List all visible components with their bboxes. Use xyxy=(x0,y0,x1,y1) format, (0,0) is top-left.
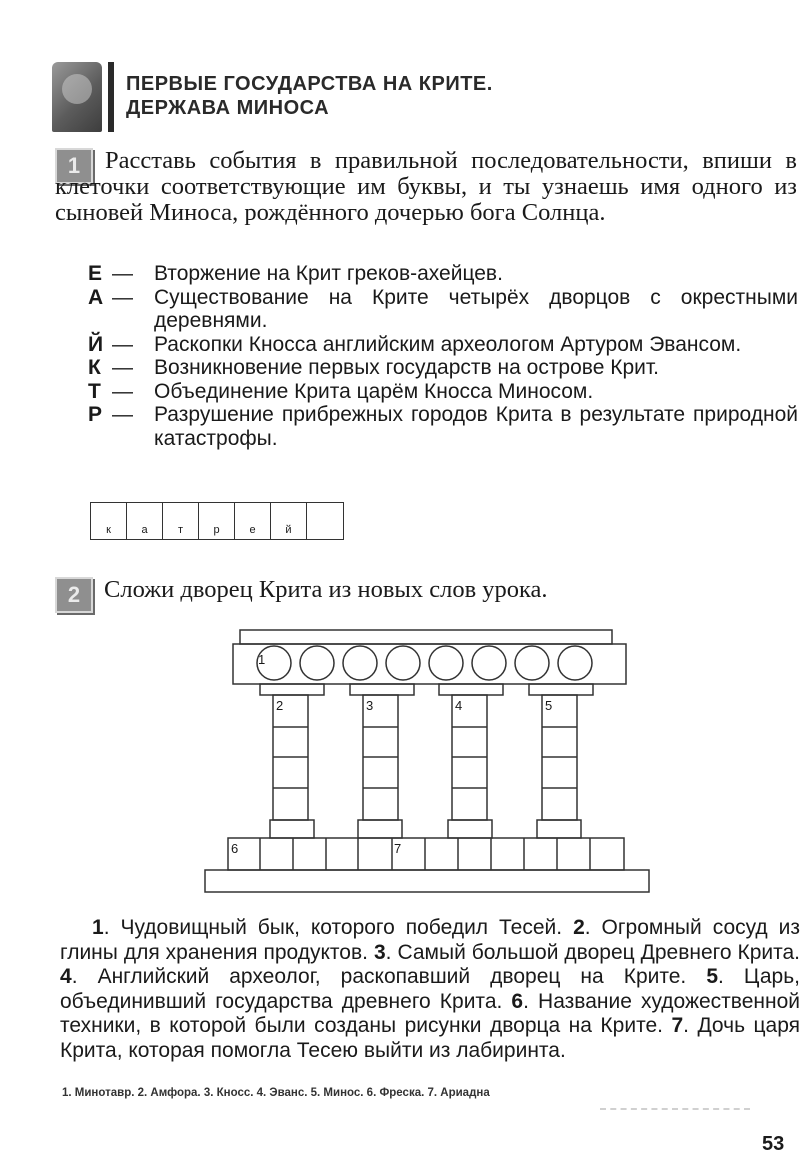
event-dash: — xyxy=(112,332,133,356)
column-capital xyxy=(260,684,324,695)
column-base xyxy=(537,820,581,838)
event-letter: Р xyxy=(88,403,103,426)
event-dash: — xyxy=(112,285,133,309)
clue-text: Самый большой дворец Древнего Крита. xyxy=(397,940,801,964)
answer-cell[interactable]: й xyxy=(271,503,307,539)
task1-badge: 1 xyxy=(55,148,93,184)
event-text: Раскопки Кносса английским археологом Артуром Эвансом. xyxy=(154,332,742,356)
palace-foundation xyxy=(205,870,649,892)
cell-number: 7 xyxy=(394,841,402,856)
clue-text: Название художественной техники, в которой были созданы рисунки дворца на Крите. xyxy=(60,989,800,1037)
event-text: Разрушение прибрежных городов Крита в результате природной катастрофы. xyxy=(154,403,798,450)
decorative-dashes xyxy=(600,1108,750,1110)
event-dash: — xyxy=(112,403,133,426)
clue-text: Огромный сосуд из глины для хранения продуктов. xyxy=(60,916,801,964)
event-text: Возникновение первых государств на острове Крит. xyxy=(154,356,659,379)
crossword-cell-word1[interactable] xyxy=(386,646,420,680)
task2-badge: 2 xyxy=(55,577,93,613)
clue-text: Чудовищный бык, которого победил Тесей. xyxy=(120,916,563,939)
clue-number: 7 xyxy=(671,1014,684,1037)
clue-number: 5 xyxy=(706,965,718,988)
column-capital xyxy=(439,684,503,695)
answers-key: 1. Минотавр. 2. Амфора. 3. Кносс. 4. Эванс. 5. Минос. 6. Фреска. 7. Ариадна xyxy=(62,1087,490,1099)
cell-number: 4 xyxy=(455,698,463,713)
clue-number: 1 xyxy=(92,916,104,939)
cell-number: 2 xyxy=(276,698,284,713)
task2-instruction: Сложи дворец Крита из новых слов урока. xyxy=(104,576,548,603)
column-capital xyxy=(529,684,593,695)
crossword-row-words6-7[interactable] xyxy=(228,838,624,870)
event-text: Существование на Крите четырёх дворцов с окрестными деревнями. xyxy=(154,285,798,332)
event-letter: А xyxy=(88,285,104,309)
event-text: Вторжение на Крит греков-ахейцев. xyxy=(154,262,503,285)
clue-text: Царь, объединивший государства древнего Крита. xyxy=(60,965,801,1013)
column-base xyxy=(448,820,492,838)
crossword-clues: 1. Чудовищный бык, которого победил Тесей. 2. Огромный сосуд из глины для хранения продуктов. 3. Самый большой дворец Древнего Крита. 4. Английский археолог, раскопавший дворец на Крите. 5. Царь, объединивший государства древнего Крита. 6. Название художественной техники, в которой были созданы рисунки дворца на Крите. 7. Дочь царя Крита, которая помогла Тесею выйти из лабиринта. xyxy=(60,916,801,1062)
answer-cell[interactable]: т xyxy=(163,503,199,539)
answer-cell[interactable]: р xyxy=(199,503,235,539)
cell-number: 3 xyxy=(366,698,374,713)
crossword-cell-word1[interactable] xyxy=(515,646,549,680)
event-letter: Т xyxy=(88,379,101,403)
lesson-title-line2: ДЕРЖАВА МИНОСА xyxy=(126,97,330,119)
event-letter: Е xyxy=(88,262,103,285)
event-dash: — xyxy=(112,262,133,285)
crossword-cell-word1[interactable] xyxy=(472,646,506,680)
column-base xyxy=(270,820,314,838)
page-number: 53 xyxy=(762,1133,785,1155)
cell-number: 5 xyxy=(545,698,553,713)
clue-number: 2 xyxy=(573,916,585,939)
cell-number: 6 xyxy=(231,841,239,856)
answer-cell[interactable]: е xyxy=(235,503,271,539)
event-letter: К xyxy=(88,356,101,379)
cell-number: 1 xyxy=(258,652,266,667)
crossword-cell-word1[interactable] xyxy=(300,646,334,680)
clue-number: 3 xyxy=(373,940,386,964)
answer-cell[interactable]: а xyxy=(127,503,163,539)
event-text: Объединение Крита царём Кносса Миносом. xyxy=(154,379,594,403)
clue-number: 4 xyxy=(60,965,72,988)
column-base xyxy=(358,820,402,838)
clue-number: 6 xyxy=(511,989,524,1013)
column-capital xyxy=(350,684,414,695)
palace-roof-slab xyxy=(240,630,612,644)
crossword-cell-word1[interactable] xyxy=(343,646,377,680)
event-dash: — xyxy=(112,379,133,403)
clue-text: Английский археолог, раскопавший дворец на Крите. xyxy=(97,965,687,988)
crossword-cell-word1[interactable] xyxy=(429,646,463,680)
task1-instruction: Расставь события в правильной последовательности, впиши в клеточки соответствующие им буквы, и ты узнаешь имя одного из сыновей Миноса, рождённого дочерью бога Солнца. xyxy=(55,147,797,226)
answer-cell[interactable]: к xyxy=(91,503,127,539)
lesson-title-line1: ПЕРВЫЕ ГОСУДАРСТВА НА КРИТЕ. xyxy=(126,73,493,95)
event-letter: Й xyxy=(88,332,104,356)
event-dash: — xyxy=(112,356,133,379)
crossword-cell-word1[interactable] xyxy=(558,646,592,680)
clue-text: Дочь царя Крита, которая помогла Тесею выйти из лабиринта. xyxy=(60,1014,801,1062)
